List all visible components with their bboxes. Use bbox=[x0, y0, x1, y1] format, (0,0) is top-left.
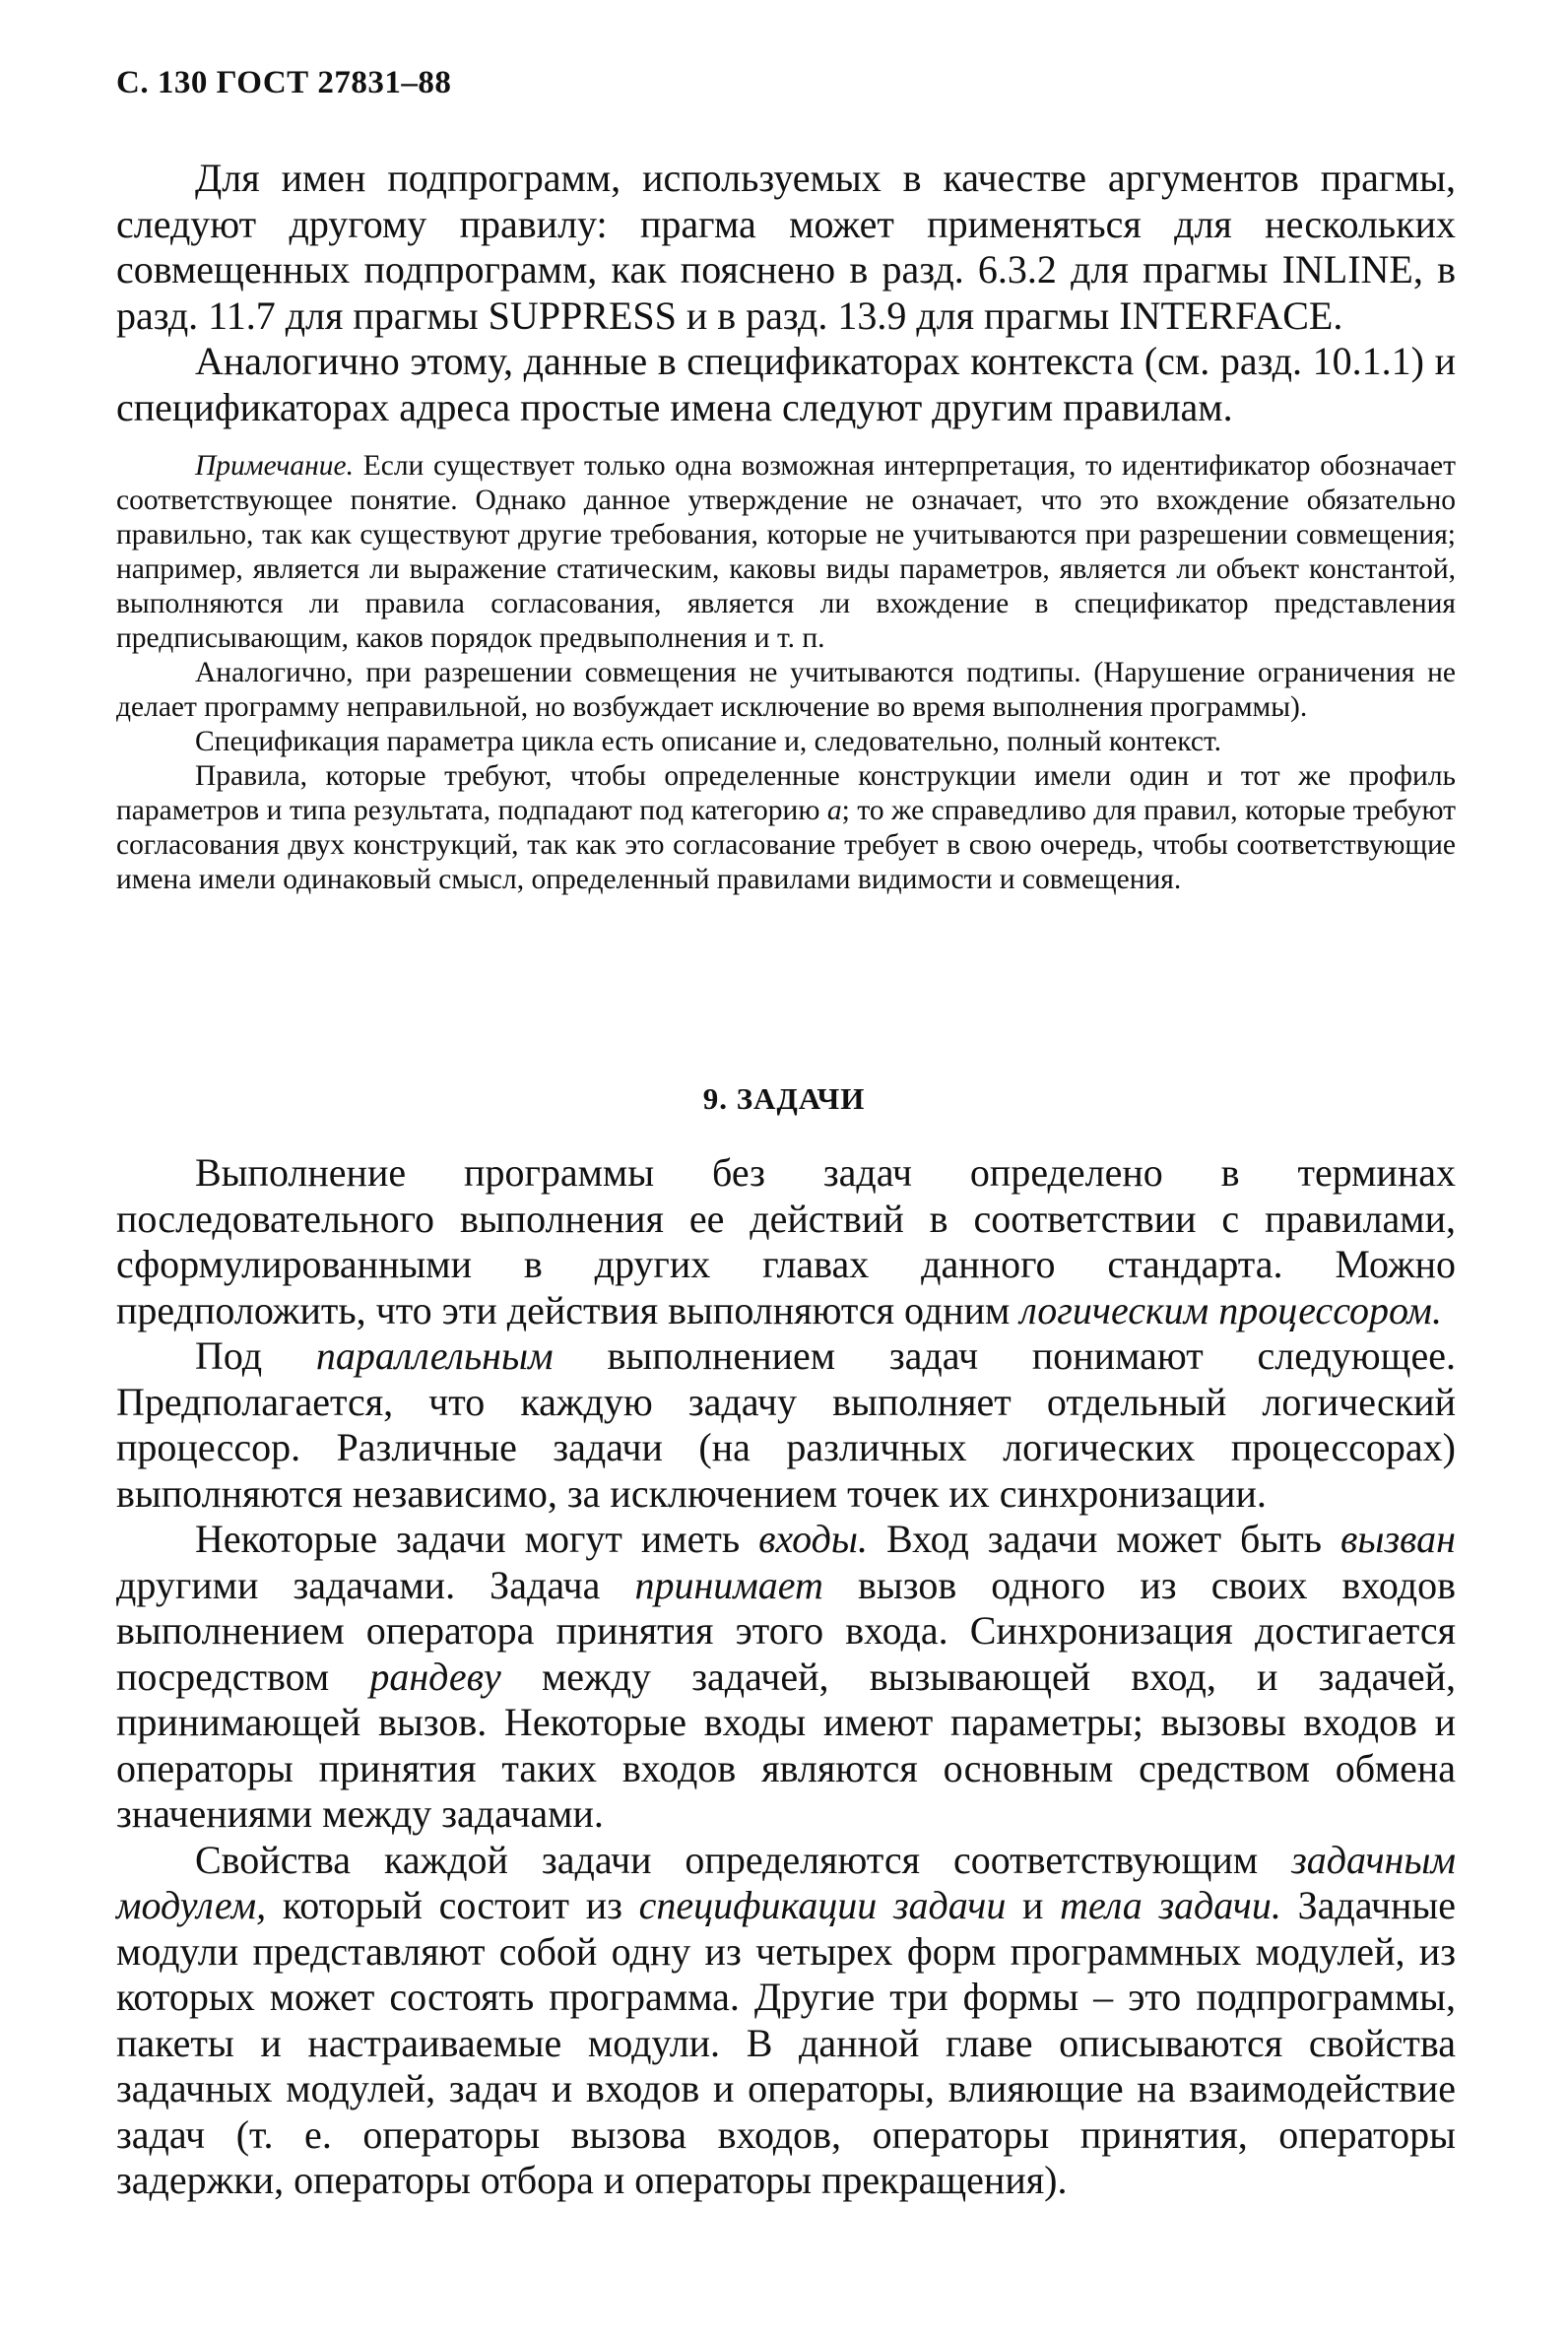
main-p1-text: Выполнение программы без задач определено в терминах последовательного выполнения ее действий в соответствии с правилами, сформулированными в других главах данного стандарта. Можно предположить, что эти действия выполняются одним bbox=[116, 1150, 1456, 1332]
note-paragraph-3: Спецификация параметра цикла есть описание и, следовательно, полный контекст. bbox=[195, 726, 1222, 757]
term-entries: входы. bbox=[758, 1517, 868, 1561]
note-category-a: a bbox=[826, 795, 842, 826]
note-paragraph-4-start: Правила, которые требуют, чтобы определенные конструкции имели один и тот же профиль параметров и типа результата, подпадают под категорию bbox=[116, 760, 1456, 826]
main-p2-text-b: выполнением задач понимают следующее. Предполагается, что каждую задачу выполняет отдельный логический процессор. Различные задачи (на различных логических процессорах) выполняются независимо, за исключением точек их синхронизации. bbox=[116, 1333, 1456, 1516]
term-rendezvous: рандеву bbox=[369, 1654, 501, 1699]
term-accepts: принимает bbox=[634, 1562, 823, 1607]
note-paragraph-4 bbox=[116, 759, 1456, 897]
note-paragraph-2: Аналогично, при разрешении совмещения не учитываются подтипы. (Нарушение ограничения не делает программу неправильной, но возбуждает исключение во время выполнения программы). bbox=[116, 657, 1456, 723]
note-paragraph-1-text: Если существует только одна возможная интерпретация, то идентификатор обозначает соответствующее понятие. Однако данное утверждение не означает, что это вхождение обязательно правильно, так как существуют другие требования, которые не учитываются при разрешении совмещения; например, является ли выражение статическим, каковы виды параметров, является ли объект константой, выполняются ли правила согласования, является ли вхождение в спецификатор представления предписывающим, каков порядок предвыполнения и т. п. bbox=[116, 450, 1456, 654]
note-paragraph-4-end: ; то же справедливо для правил, которые требуют согласования двух конструкций, так как это согласование требует в свою очередь, чтобы соответствующие имена имели одинаковый смысл, определенный правилами видимости и совмещения. bbox=[116, 795, 1456, 895]
main-paragraph-2 bbox=[116, 1333, 1456, 1517]
term-task-unit: задачным модулем, bbox=[116, 1837, 1456, 1927]
note-block bbox=[116, 449, 1456, 897]
main-p4-text-b: который состоит из bbox=[266, 1883, 639, 1927]
term-parallel: параллельным bbox=[315, 1333, 554, 1378]
term-logical-processor: логическим процессором. bbox=[1019, 1287, 1442, 1332]
running-head: С. 130 ГОСТ 27831–88 bbox=[116, 65, 452, 100]
main-paragraph-4 bbox=[116, 1838, 1456, 2204]
main-block bbox=[116, 1150, 1456, 2204]
main-p4-text-c: и bbox=[1006, 1883, 1061, 1927]
main-paragraph-1 bbox=[116, 1150, 1456, 1333]
main-p3-text-d: вызов одного из своих входов выполнением оператора принятия этого входа. Синхронизация достигается посредством bbox=[116, 1562, 1457, 1699]
note-label: Примечание. bbox=[195, 450, 355, 482]
term-called: вызван bbox=[1340, 1517, 1456, 1561]
intro-paragraph-1: Для имен подпрограмм, используемых в качестве аргументов прагмы, следуют другому правилу: прагма может применяться для нескольких совмещенных подпрограмм, как пояснено в разд. 6.3.2 для прагмы INLINE, в разд. 11.7 для прагмы SUPPRESS и в разд. 13.9 для прагмы INTERFACE. bbox=[116, 156, 1456, 338]
note-paragraph-1 bbox=[116, 449, 1456, 656]
main-p3-text-a: Некоторые задачи могут иметь bbox=[195, 1517, 759, 1561]
main-p3-text-c: другими задачами. Задача bbox=[116, 1562, 635, 1607]
intro-paragraph-2: Аналогично этому, данные в спецификаторах контекста (см. разд. 10.1.1) и спецификаторах адреса простые имена следуют другим правилам. bbox=[116, 339, 1456, 429]
term-task-body: тела задачи. bbox=[1060, 1883, 1281, 1927]
main-p3-text-b: Вход задачи может быть bbox=[867, 1517, 1340, 1561]
main-p4-text-a: Свойства каждой задачи определяются соответствующим bbox=[195, 1837, 1292, 1882]
main-p4-text-d: Задачные модули представляют собой одну из четырех форм программных модулей, из которых может состоять программа. Другие три формы – это подпрограммы, пакеты и настраиваемые модули. В данной главе описываются свойства задачных модулей, задач и входов и операторы, влияющие на взаимодействие задач (т. е. операторы вызова входов, операторы принятия, операторы задержки, операторы отбора и операторы прекращения). bbox=[116, 1883, 1457, 2202]
intro-block bbox=[116, 156, 1456, 430]
section-heading: 9. ЗАДАЧИ bbox=[702, 1081, 866, 1116]
main-paragraph-3 bbox=[116, 1517, 1456, 1838]
term-task-specification: спецификации задачи bbox=[638, 1883, 1007, 1927]
main-p3-text-e: между задачей, вызывающей вход, и задачей, принимающей вызов. Некоторые входы имеют параметры; вызовы входов и операторы принятия таких входов являются основным средством обмена значениями между задачами. bbox=[116, 1654, 1456, 1836]
main-p2-text-a: Под bbox=[195, 1333, 316, 1378]
